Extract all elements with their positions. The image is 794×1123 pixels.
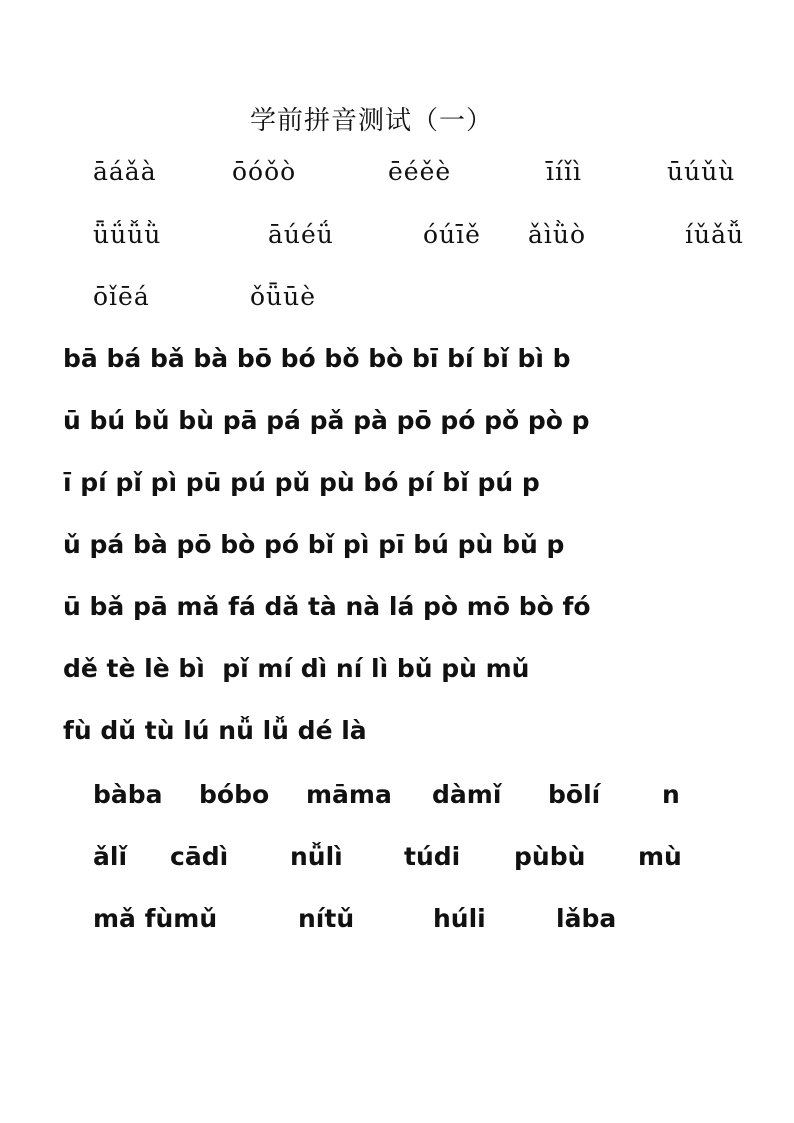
vowel-group: ǖǘǚǜ: [93, 220, 162, 249]
syllable-row: fù dǔ tù lú nǚ lǚ dé là: [63, 716, 367, 745]
vowel-group: āáǎà: [93, 157, 157, 186]
word: húli: [433, 904, 486, 933]
word: dàmǐ: [432, 780, 502, 809]
word: pùbù: [514, 842, 586, 871]
word: mù: [638, 842, 682, 871]
word: n: [662, 780, 680, 809]
vowel-group: āúéǘ: [268, 220, 334, 249]
word: bōlí: [548, 780, 601, 809]
syllable-row: ū bú bǔ bù pā pá pǎ pà pō pó pǒ pò p: [63, 406, 590, 435]
syllable-row: ī pí pǐ pì pū pú pǔ pù bó pí bǐ pú p: [63, 468, 540, 497]
vowel-group: ǎìǜò: [528, 220, 587, 249]
vowel-group: ōǐēá: [93, 282, 150, 311]
word: mǎ fùmǔ: [93, 904, 218, 933]
page-title: 学前拼音测试（一）: [250, 106, 494, 136]
vowel-group: īíǐì: [546, 157, 582, 186]
word: māma: [306, 780, 392, 809]
vowel-group: ūúǔù: [667, 157, 736, 186]
vowel-group: ōóǒò: [232, 157, 297, 186]
vowel-group: óúīě: [423, 220, 481, 249]
syllable-row: ǔ pá bà pō bò pó bǐ pì pī bú pù bǔ p: [63, 530, 565, 559]
word: nǚlì: [290, 842, 343, 871]
word: lǎba: [556, 904, 617, 933]
syllable-row: bā bá bǎ bà bō bó bǒ bò bī bí bǐ bì b: [63, 344, 571, 373]
word: bàba: [93, 780, 163, 809]
word: ǎlǐ: [93, 842, 128, 871]
word: cādì: [170, 842, 229, 871]
word: túdi: [404, 842, 461, 871]
word: bóbo: [199, 780, 270, 809]
word: nítǔ: [298, 904, 355, 933]
syllable-row: ū bǎ pā mǎ fá dǎ tà nà lá pò mō bò fó: [63, 592, 591, 621]
vowel-group: ǒǖūè: [250, 282, 317, 311]
vowel-group: ēéěè: [388, 157, 452, 186]
syllable-row: dě tè lè bì pǐ mí dì ní lì bǔ pù mǔ: [63, 654, 530, 683]
vowel-group: íǔǎǚ: [685, 220, 745, 249]
